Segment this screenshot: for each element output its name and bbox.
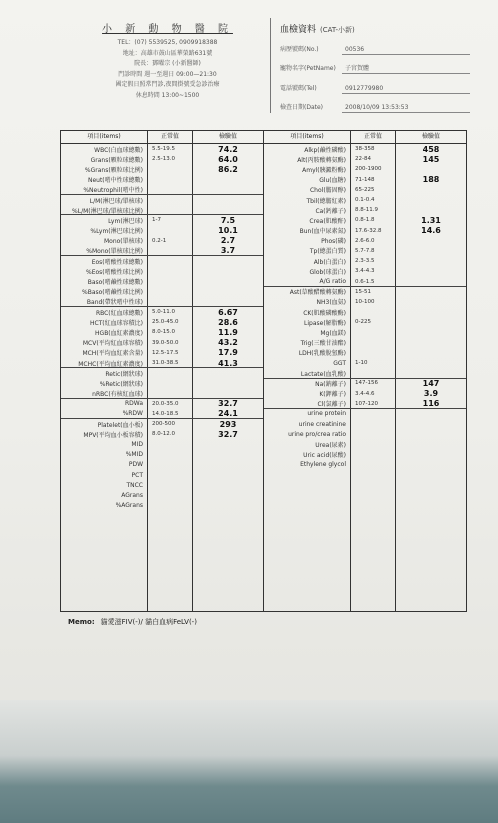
item-name: %Mono(單核球比例) bbox=[86, 248, 143, 256]
test-value: 293 bbox=[219, 419, 237, 429]
clinic-line: 地址：高雄市鼓山區華榮路631號 bbox=[122, 49, 213, 57]
test-value: 188 bbox=[422, 175, 440, 185]
reference-range: 5.0-11.0 bbox=[152, 309, 175, 316]
item-name: Lym(淋巴球) bbox=[108, 217, 143, 225]
group-divider bbox=[61, 367, 263, 368]
reference-range: 2.5-13.0 bbox=[152, 156, 175, 163]
reference-range bbox=[148, 450, 192, 460]
item-name: Lactate(血乳酸) bbox=[300, 370, 346, 378]
info-row bbox=[280, 84, 470, 94]
item-name: PCT bbox=[131, 471, 143, 479]
info-value: 2008/10/09 13:53:53 bbox=[342, 103, 470, 113]
reference-range bbox=[351, 409, 395, 419]
test-value bbox=[193, 439, 263, 449]
info-value: 00536 bbox=[342, 45, 470, 55]
report-info bbox=[280, 22, 470, 113]
reference-range: 107-120 bbox=[355, 400, 378, 407]
reference-range: 3.4-4.3 bbox=[355, 268, 375, 275]
reference-range bbox=[351, 338, 395, 348]
reference-range bbox=[351, 450, 395, 460]
item-name: Chol(膽固醇) bbox=[309, 187, 346, 195]
hematology-rows bbox=[61, 144, 263, 611]
group-divider bbox=[61, 194, 263, 195]
reference-range bbox=[351, 429, 395, 439]
item-name: Tbil(總膽紅素) bbox=[306, 197, 346, 205]
reference-range: 1-10 bbox=[355, 360, 368, 367]
reference-range: 25.0-45.0 bbox=[152, 319, 179, 326]
item-name: Glu(血糖) bbox=[319, 177, 346, 185]
test-value: 116 bbox=[422, 399, 440, 409]
header-ref: 正常值 bbox=[351, 131, 396, 143]
info-label: 寵物名字(PetName) bbox=[280, 65, 336, 72]
test-value: 458 bbox=[422, 144, 440, 154]
test-value bbox=[396, 297, 466, 307]
test-value bbox=[396, 338, 466, 348]
reference-range: 39.0-50.0 bbox=[152, 339, 179, 346]
reference-range bbox=[351, 460, 395, 470]
group-divider bbox=[264, 408, 466, 409]
item-name: %Eos(嗜酸性球比例) bbox=[86, 268, 143, 276]
test-value bbox=[193, 378, 263, 388]
test-value: 32.7 bbox=[218, 399, 238, 409]
item-name: Ast(草酸醋酸轉氨酶) bbox=[289, 289, 346, 297]
test-value bbox=[396, 246, 466, 256]
test-value bbox=[396, 195, 466, 205]
item-name: Mg(血鎂) bbox=[320, 329, 346, 337]
clinic-line: 休息時間 13:00~1500 bbox=[135, 91, 200, 99]
clinic-line: 院長：鄧曜宗 (小新醫師) bbox=[134, 60, 201, 67]
test-value bbox=[396, 460, 466, 470]
reference-range: 8.8-11.9 bbox=[355, 207, 378, 214]
reference-range: 10-100 bbox=[355, 298, 375, 305]
group-divider bbox=[61, 214, 263, 215]
test-value bbox=[396, 348, 466, 358]
reference-range: 22-84 bbox=[355, 156, 371, 163]
group-divider bbox=[264, 286, 466, 287]
header-value: 檢驗值 bbox=[421, 133, 440, 140]
item-name: urine creatinine bbox=[298, 420, 346, 428]
item-name: Glob(球蛋白) bbox=[309, 268, 346, 276]
test-value bbox=[193, 501, 263, 511]
item-name: AGrans bbox=[121, 491, 143, 499]
item-name: %MID bbox=[125, 451, 143, 459]
test-value bbox=[396, 266, 466, 276]
clinic-info bbox=[80, 20, 255, 101]
test-value: 147 bbox=[422, 378, 440, 388]
info-row bbox=[280, 64, 470, 74]
header-item: 項目(items) bbox=[264, 131, 351, 143]
test-value: 10.1 bbox=[218, 226, 238, 236]
reference-range bbox=[148, 226, 192, 236]
item-name: Baso(嗜鹼性球總數) bbox=[87, 279, 143, 287]
test-value bbox=[193, 460, 263, 470]
item-name: PDW bbox=[128, 461, 143, 469]
reference-range: 5.7-7.8 bbox=[355, 247, 375, 254]
item-name: MCH(平均血紅素含量) bbox=[82, 350, 143, 358]
reference-range bbox=[148, 256, 192, 266]
background-surface bbox=[0, 700, 498, 823]
item-name: urine pro/crea ratio bbox=[288, 430, 346, 438]
item-name: MCV(平均紅血球容積) bbox=[82, 340, 143, 348]
test-value bbox=[193, 490, 263, 500]
item-name: Retic(網狀球) bbox=[105, 370, 143, 378]
reference-range bbox=[148, 490, 192, 500]
reference-range bbox=[148, 175, 192, 185]
item-name: NH3(血氨) bbox=[316, 299, 346, 307]
header-value: 檢驗值 bbox=[218, 133, 237, 140]
item-name: Lipase(解脂酶) bbox=[304, 319, 346, 327]
item-name: CK(肌酸磷酸酶) bbox=[303, 309, 346, 317]
test-value: 64.0 bbox=[218, 154, 238, 164]
test-value: 3.7 bbox=[220, 246, 236, 256]
test-value bbox=[396, 327, 466, 337]
reference-range bbox=[148, 501, 192, 511]
clinic-line: TEL：(07) 5539525, 0909918388 bbox=[117, 39, 218, 46]
item-name: Cl(氯離子) bbox=[317, 401, 346, 409]
reference-range: 65-225 bbox=[355, 186, 375, 193]
reference-range bbox=[148, 378, 192, 388]
test-value bbox=[396, 307, 466, 317]
item-name: WBC(白血球總數) bbox=[94, 146, 143, 154]
item-name: %Baso(嗜鹼性球比例) bbox=[82, 289, 143, 297]
clinic-line: 門診時間 週一至週日 09:00—21:30 bbox=[118, 70, 217, 78]
header-ref: 正常值 bbox=[148, 131, 193, 143]
test-value: 28.6 bbox=[218, 317, 238, 327]
item-name: Na(鈉離子) bbox=[315, 380, 346, 388]
hematology-section bbox=[61, 131, 264, 611]
reference-range bbox=[148, 276, 192, 286]
reference-range: 38-358 bbox=[355, 146, 375, 153]
test-value bbox=[396, 419, 466, 429]
item-name: Neut(嗜中性球總數) bbox=[87, 177, 143, 185]
test-value: 86.2 bbox=[218, 164, 238, 174]
reference-range: 1-7 bbox=[152, 217, 161, 224]
test-value bbox=[396, 205, 466, 215]
item-name: nRBC(有核紅血球) bbox=[92, 391, 143, 399]
test-value: 14.6 bbox=[421, 226, 441, 236]
test-value bbox=[396, 236, 466, 246]
item-name: Grans(顆粒球總數) bbox=[90, 156, 143, 164]
item-name: RDWa bbox=[124, 400, 143, 408]
reference-range: 12.5-17.5 bbox=[152, 349, 179, 356]
item-name: LDH(乳酸脫氫酶) bbox=[298, 350, 346, 358]
item-name: Crea(肌酸酐) bbox=[309, 217, 346, 225]
reference-range: 0.6-1.5 bbox=[355, 278, 375, 285]
group-divider bbox=[61, 398, 263, 399]
item-name: HGB(血紅素濃度) bbox=[95, 329, 143, 337]
item-name: HCT(紅血球容積比) bbox=[89, 319, 143, 327]
test-value bbox=[396, 164, 466, 174]
header-divider bbox=[270, 18, 271, 113]
test-value: 2.7 bbox=[220, 236, 236, 246]
test-value bbox=[396, 429, 466, 439]
clinic-lines bbox=[80, 38, 255, 101]
item-name: %L/M(淋巴球/單核球比例) bbox=[72, 207, 143, 215]
reference-range: 31.0-38.5 bbox=[152, 360, 179, 367]
test-value bbox=[193, 368, 263, 378]
item-name: %AGrans bbox=[115, 502, 143, 510]
item-name: %Grans(顆粒球比例) bbox=[84, 166, 143, 174]
group-divider bbox=[61, 418, 263, 419]
item-name: Ca(鈣離子) bbox=[315, 207, 346, 215]
reference-range bbox=[148, 266, 192, 276]
test-value bbox=[193, 287, 263, 297]
test-value: 1.31 bbox=[421, 215, 441, 225]
report-title-text: 血檢資料 bbox=[280, 25, 317, 35]
group-divider bbox=[61, 306, 263, 307]
test-value: 32.7 bbox=[218, 429, 238, 439]
item-name: Alb(白蛋白) bbox=[313, 258, 346, 266]
test-value: 24.1 bbox=[218, 409, 238, 419]
test-value: 145 bbox=[422, 154, 440, 164]
reference-range bbox=[351, 439, 395, 449]
item-name: Urea(尿素) bbox=[315, 442, 346, 450]
info-rows bbox=[280, 45, 470, 114]
reference-range: 8.0-12.0 bbox=[152, 431, 175, 438]
table-header bbox=[264, 131, 466, 144]
results-table bbox=[60, 130, 467, 612]
reference-range: 2.6-6.0 bbox=[355, 237, 375, 244]
test-value bbox=[193, 470, 263, 480]
test-value: 41.3 bbox=[218, 358, 238, 368]
item-name: MCHC(平均血紅素濃度) bbox=[78, 360, 143, 368]
reference-range: 14.0-18.5 bbox=[152, 410, 179, 417]
reference-range: 3.4-4.6 bbox=[355, 390, 375, 397]
item-name: L/M(淋巴球/單核球) bbox=[89, 197, 143, 205]
item-name: MPV(平均血小板容積) bbox=[83, 431, 143, 439]
item-name: RBC(紅血球總數) bbox=[95, 309, 143, 317]
reference-range bbox=[351, 419, 395, 429]
item-name: Ethylene glycol bbox=[300, 461, 346, 469]
item-name: MID bbox=[131, 441, 143, 449]
test-value bbox=[193, 256, 263, 266]
item-name: %Retic(網狀球) bbox=[99, 380, 143, 388]
info-label: 電話號碼(Tel) bbox=[280, 84, 317, 92]
test-value bbox=[396, 439, 466, 449]
reference-range: 0-225 bbox=[355, 319, 371, 326]
clinic-name: 小 新 動 物 醫 院 bbox=[102, 24, 233, 35]
info-label: 病歷號碼(No.) bbox=[280, 45, 319, 53]
item-name: %RDW bbox=[122, 410, 143, 418]
test-value bbox=[396, 409, 466, 419]
reference-range bbox=[148, 287, 192, 297]
reference-range: 2.3-3.5 bbox=[355, 258, 375, 265]
reference-range: 71-148 bbox=[355, 176, 375, 183]
header-item: 項目(items) bbox=[61, 131, 148, 143]
info-row bbox=[280, 103, 470, 113]
reference-range: 0.2-1 bbox=[152, 237, 167, 244]
reference-range bbox=[351, 307, 395, 317]
item-name: TNCC bbox=[126, 481, 143, 489]
test-value bbox=[193, 480, 263, 490]
group-divider bbox=[264, 378, 466, 379]
reference-range bbox=[148, 164, 192, 174]
item-name: urine protein bbox=[307, 410, 346, 418]
memo bbox=[68, 617, 197, 627]
report-subtitle: (CAT-小新) bbox=[320, 26, 355, 34]
reference-range: 200-500 bbox=[152, 421, 175, 428]
test-value bbox=[396, 287, 466, 297]
item-name: Amyl(胰澱粉酶) bbox=[302, 166, 346, 174]
reference-range bbox=[351, 348, 395, 358]
reference-range: 5.5-19.5 bbox=[152, 146, 175, 153]
item-name: %Lym(淋巴球比例) bbox=[90, 228, 143, 236]
test-value: 43.2 bbox=[218, 338, 238, 348]
item-name: Platelet(血小板) bbox=[97, 421, 143, 429]
chemistry-section bbox=[264, 131, 466, 611]
item-name: Phos(磷) bbox=[321, 238, 346, 246]
item-name: Eos(嗜酸性球總數) bbox=[91, 258, 143, 266]
reference-range bbox=[148, 480, 192, 490]
item-name: GGT bbox=[333, 359, 346, 367]
reference-range bbox=[351, 327, 395, 337]
item-name: Tp(總蛋白質) bbox=[309, 248, 346, 256]
reference-range: 200-1900 bbox=[355, 166, 382, 173]
item-name: K(鉀離子) bbox=[319, 391, 346, 399]
table-header bbox=[61, 131, 263, 144]
clinic-line: 國定假日照常門診,夜間掛號受急診治療 bbox=[115, 81, 220, 88]
info-value: 0912779980 bbox=[342, 84, 470, 94]
reference-range bbox=[148, 470, 192, 480]
reference-range bbox=[148, 195, 192, 205]
item-name: Bun(血中尿素氮) bbox=[299, 228, 346, 236]
item-name: A/G ratio bbox=[319, 278, 346, 286]
item-name: Band(帶狀嗜中性球) bbox=[86, 299, 143, 307]
test-value: 17.9 bbox=[218, 348, 238, 358]
reference-range: 17.6-32.8 bbox=[355, 227, 382, 234]
item-name: Alkp(鹼性磷酸) bbox=[304, 146, 346, 154]
test-value: 74.2 bbox=[218, 144, 238, 154]
test-value bbox=[193, 450, 263, 460]
test-value: 7.5 bbox=[220, 215, 236, 225]
memo-text: 貓愛滋FIV(-)/ 貓白血病FeLV(-) bbox=[100, 618, 197, 626]
test-value: 11.9 bbox=[218, 327, 238, 337]
reference-range: 20.0-35.0 bbox=[152, 400, 179, 407]
test-value bbox=[396, 358, 466, 368]
test-value: 6.67 bbox=[218, 307, 238, 317]
item-name: Mono(單核球) bbox=[103, 238, 143, 246]
item-name: Uric acid(尿酸) bbox=[303, 452, 346, 460]
reference-range: 15-51 bbox=[355, 288, 371, 295]
reference-range bbox=[148, 460, 192, 470]
reference-range: 147-156 bbox=[355, 380, 378, 387]
test-value bbox=[396, 450, 466, 460]
group-divider bbox=[61, 255, 263, 256]
test-value bbox=[193, 195, 263, 205]
reference-range: 0.1-0.4 bbox=[355, 197, 375, 204]
test-value bbox=[396, 256, 466, 266]
info-row bbox=[280, 45, 470, 55]
memo-label: Memo: bbox=[68, 618, 95, 626]
test-value bbox=[193, 276, 263, 286]
info-label: 檢查日期(Date) bbox=[280, 104, 324, 111]
chemistry-rows bbox=[264, 144, 466, 611]
test-value: 3.9 bbox=[423, 389, 439, 399]
item-name: Trig(三酸甘油酯) bbox=[300, 340, 346, 348]
info-value: 子宮賀體 bbox=[342, 64, 470, 74]
reference-range bbox=[148, 368, 192, 378]
test-value bbox=[193, 266, 263, 276]
reference-range: 0.8-1.8 bbox=[355, 217, 375, 224]
test-value bbox=[396, 185, 466, 195]
report-title bbox=[280, 22, 470, 35]
reference-range: 8.0-15.0 bbox=[152, 329, 175, 336]
item-name: %Neutrophil(嗜中性) bbox=[83, 187, 143, 195]
reference-range bbox=[148, 439, 192, 449]
test-value bbox=[396, 317, 466, 327]
item-name: Alt(丙胺酸轉氨酶) bbox=[297, 156, 346, 164]
test-value bbox=[193, 175, 263, 185]
